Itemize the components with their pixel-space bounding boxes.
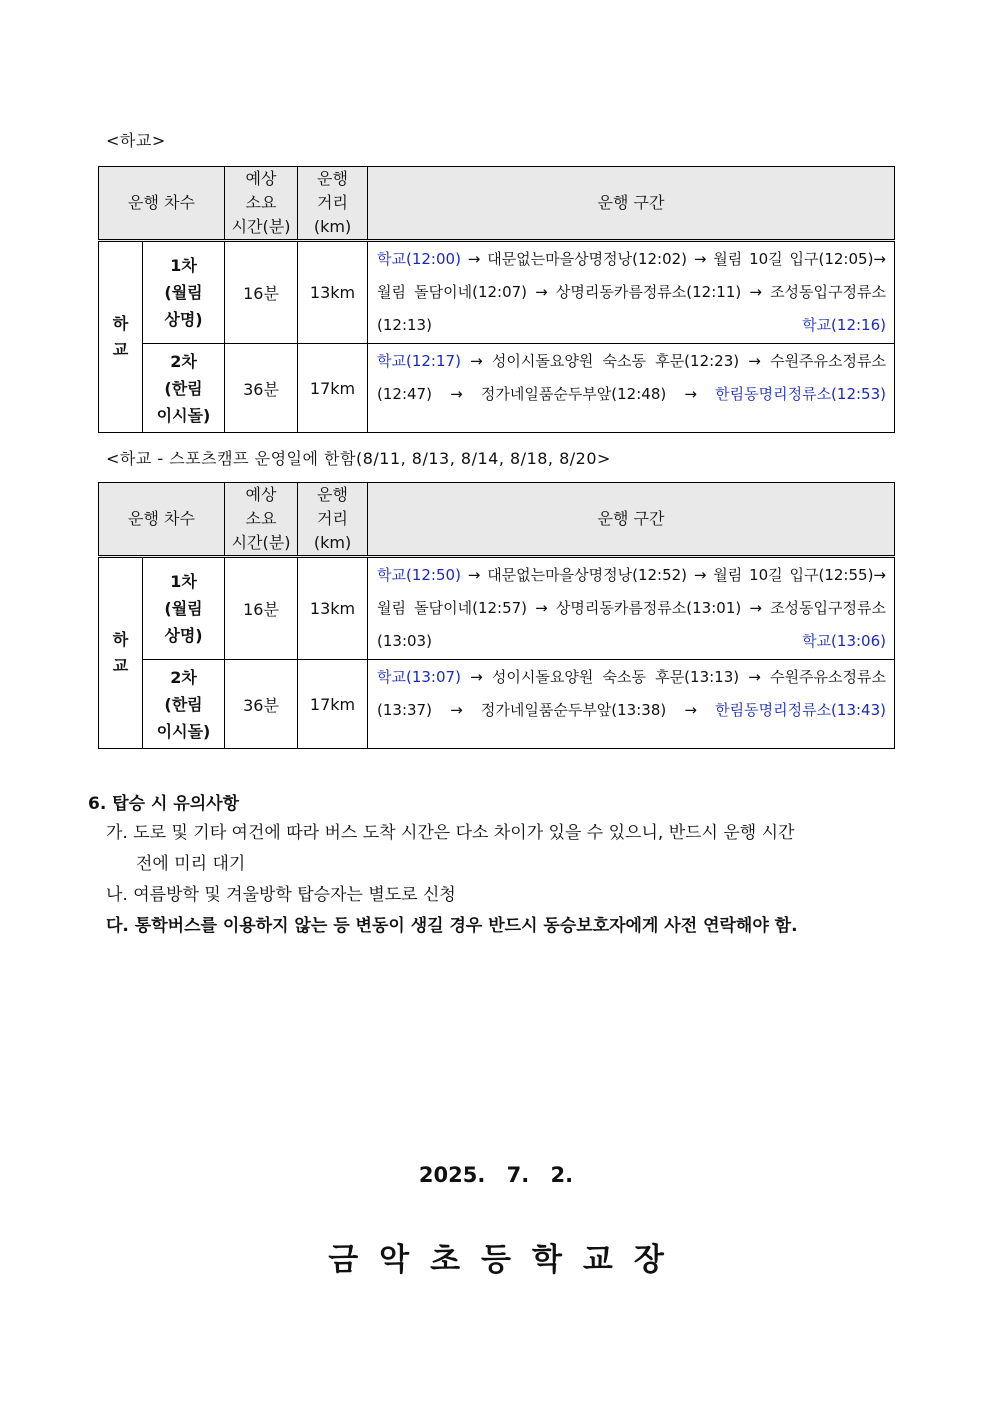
route-2 — [368, 344, 895, 433]
time-2: 36분 — [225, 660, 298, 749]
distance-1: 13km — [298, 557, 368, 660]
side-label: 하 교 — [99, 241, 143, 433]
route-highlight: 학교(12:00) — [377, 250, 461, 268]
document-date: 2025. 7. 2. — [418, 1163, 574, 1187]
header-route: 운행 구간 — [368, 483, 895, 557]
route-1 — [368, 241, 895, 344]
note-a: 가. 도로 및 기타 여건에 따라 버스 도착 시간은 다소 차이가 있을 수 있으니, 반드시 운행 시간 — [106, 823, 795, 843]
header-time: 예상 소요 시간(분) — [225, 167, 298, 241]
route-highlight: 한림동명리정류소(12:53) — [715, 385, 886, 403]
section-1-label: <하교> — [106, 131, 166, 150]
route-highlight: 학교(13:06) — [802, 632, 886, 650]
distance-2: 17km — [298, 660, 368, 749]
signature-school-principal: 금악초등학교장 — [328, 1242, 685, 1278]
route-text: → 대문없는마을상명정낭(12:52) → 월림 10길 입구(12:55)→ 월림 돌담이네(12:57) → 상명리동카름정류소(13:01) → 조성동입구정류소(13:03) — [377, 566, 886, 650]
route-text: → 성이시돌요양원 숙소동 후문(13:13) → 수원주유소정류소(13:37) → 정가네일품순두부앞(13:38) → — [377, 668, 886, 719]
distance-1: 13km — [298, 241, 368, 344]
header-distance: 운행 거리 (km) — [298, 167, 368, 241]
route-highlight: 학교(12:16) — [802, 316, 886, 334]
header-time: 예상 소요 시간(분) — [225, 483, 298, 557]
note-c: 다. 통학버스를 이용하지 않는 등 변동이 생길 경우 반드시 동승보호자에게 사전 연락해야 함. — [106, 916, 798, 936]
time-1: 16분 — [225, 241, 298, 344]
header-route: 운행 구간 — [368, 167, 895, 241]
trip-2: 2차 (한림 이시돌) — [143, 344, 225, 433]
route-text: → 대문없는마을상명정낭(12:02) → 월림 10길 입구(12:05)→ 월림 돌담이네(12:07) → 상명리동카름정류소(12:11) → 조성동입구정류소(12:13) — [377, 250, 886, 334]
trip-1: 1차 (월림 상명) — [143, 557, 225, 660]
time-1: 16분 — [225, 557, 298, 660]
time-2: 36분 — [225, 344, 298, 433]
side-label: 하 교 — [99, 557, 143, 749]
trip-1: 1차 (월림 상명) — [143, 241, 225, 344]
route-2 — [368, 660, 895, 749]
route-highlight: 한림동명리정류소(13:43) — [715, 701, 886, 719]
boarding-notes — [88, 790, 900, 942]
route-highlight: 학교(13:07) — [377, 668, 461, 686]
header-trip: 운행 차수 — [99, 483, 225, 557]
note-b: 나. 여름방학 및 겨울방학 탑승자는 별도로 신청 — [106, 885, 456, 905]
route-highlight: 학교(12:50) — [377, 566, 461, 584]
schedule-table-1 — [98, 166, 895, 433]
section-2-label: <하교 - 스포츠캠프 운영일에 한함(8/11, 8/13, 8/14, 8/18, 8/20> — [106, 449, 611, 468]
trip-2: 2차 (한림 이시돌) — [143, 660, 225, 749]
distance-2: 17km — [298, 344, 368, 433]
note-a-continued: 전에 미리 대기 — [136, 854, 246, 874]
header-distance: 운행 거리 (km) — [298, 483, 368, 557]
schedule-table-2 — [98, 482, 895, 749]
route-highlight: 학교(12:17) — [377, 352, 461, 370]
header-trip: 운행 차수 — [99, 167, 225, 241]
route-1 — [368, 557, 895, 660]
route-text: → 성이시돌요양원 숙소동 후문(12:23) → 수원주유소정류소(12:47) → 정가네일품순두부앞(12:48) → — [377, 352, 886, 403]
notes-heading: 6. 탑승 시 유의사항 — [88, 794, 239, 814]
